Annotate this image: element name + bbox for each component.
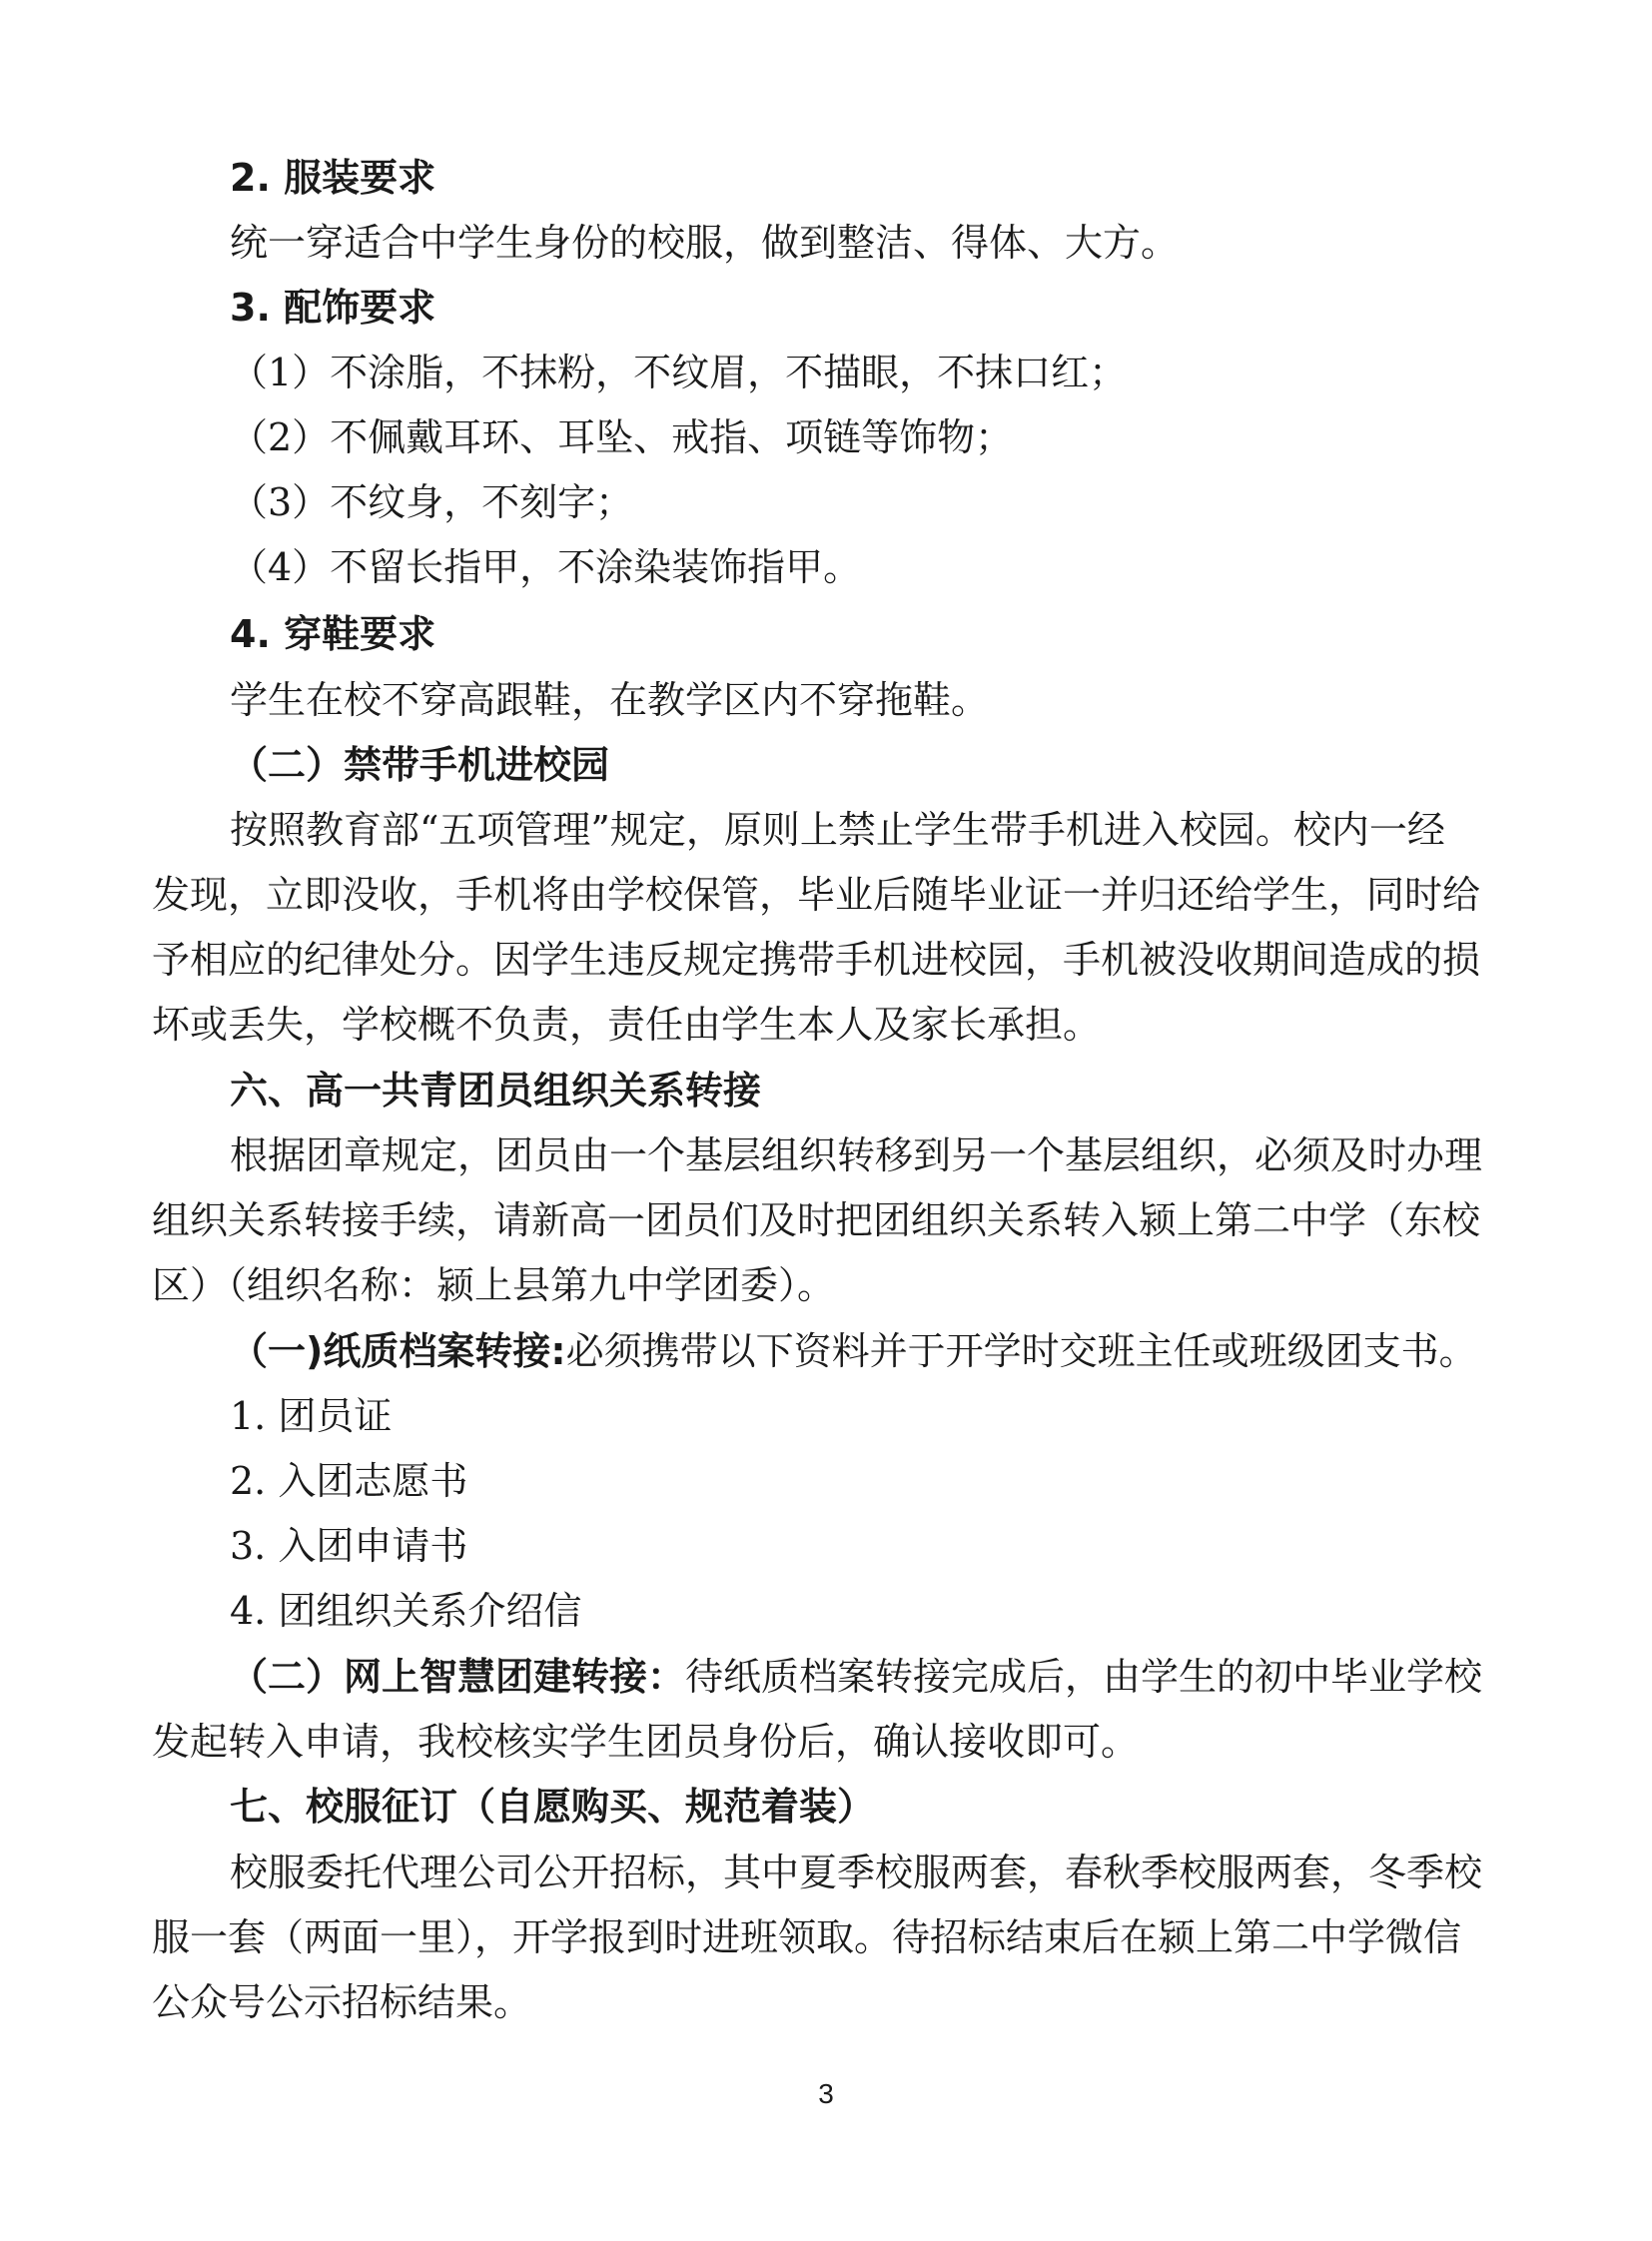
uniform-heading: 七、校服征订（自愿购买、规范着装） bbox=[230, 1785, 876, 1829]
dress-heading: 2. 服装要求 bbox=[230, 156, 436, 200]
uniform-paragraph-line: 公众号公示招标结果。 bbox=[152, 1980, 532, 2024]
paper-transfer-label: （一)纸质档案转接: bbox=[230, 1329, 566, 1373]
paper-transfer-line bbox=[230, 1328, 1588, 1374]
uniform-paragraph-line: 校服委托代理公司公开招标，其中夏季校服两套，春秋季校服两套，冬季校 bbox=[230, 1851, 1483, 1894]
accessories-item: （2）不佩戴耳环、耳坠、戒指、项链等饰物； bbox=[230, 415, 1014, 459]
phone-paragraph-line: 坏或丢失，学校概不负责，责任由学生本人及家长承担。 bbox=[152, 1003, 1102, 1047]
league-heading: 六、高一共青团员组织关系转接 bbox=[230, 1069, 762, 1113]
league-paragraph-line: 根据团章规定，团员由一个基层组织转移到另一个基层组织，必须及时办理 bbox=[230, 1133, 1483, 1177]
online-transfer-text: 待纸质档案转接完成后，由学生的初中毕业学校 bbox=[685, 1655, 1483, 1699]
accessories-item: （1）不涂脂，不抹粉，不纹眉，不描眼，不抹口红； bbox=[230, 351, 1128, 394]
shoes-text: 学生在校不穿高跟鞋，在教学区内不穿拖鞋。 bbox=[230, 678, 990, 722]
online-transfer-label: （二）网上智慧团建转接： bbox=[230, 1655, 686, 1699]
league-paragraph-line: 组织关系转接手续，请新高一团员们及时把团组织关系转入颍上第二中学（东校 bbox=[152, 1198, 1481, 1242]
page-number: 3 bbox=[818, 2078, 834, 2109]
online-transfer-line-2: 发起转入申请，我校核实学生团员身份后，确认接收即可。 bbox=[152, 1720, 1140, 1764]
shoes-heading: 4. 穿鞋要求 bbox=[230, 612, 436, 656]
online-transfer-line bbox=[230, 1654, 1588, 1700]
paper-item: 4. 团组织关系介绍信 bbox=[230, 1589, 582, 1633]
paper-transfer-text: 必须携带以下资料并于开学时交班主任或班级团支书。 bbox=[565, 1329, 1477, 1373]
phone-paragraph-line: 发现，立即没收，手机将由学校保管，毕业后随毕业证一并归还给学生，同时给 bbox=[152, 873, 1481, 917]
phone-paragraph-line: 按照教育部“五项管理”规定，原则上禁止学生带手机进入校园。校内一经 bbox=[230, 808, 1445, 852]
paper-item: 1. 团员证 bbox=[230, 1394, 393, 1438]
accessories-heading: 3. 配饰要求 bbox=[230, 286, 436, 330]
accessories-item: （4）不留长指甲，不涂染装饰指甲。 bbox=[230, 545, 862, 589]
phone-paragraph-line: 予相应的纪律处分。因学生违反规定携带手机进校园，手机被没收期间造成的损 bbox=[152, 938, 1481, 982]
uniform-paragraph-line: 服一套（两面一里），开学报到时进班领取。待招标结束后在颍上第二中学微信 bbox=[152, 1915, 1462, 1959]
league-paragraph-line: 区）（组织名称：颍上县第九中学团委）。 bbox=[152, 1263, 836, 1307]
dress-text: 统一穿适合中学生身份的校服，做到整洁、得体、大方。 bbox=[230, 221, 1180, 265]
phone-heading: （二）禁带手机进校园 bbox=[230, 743, 610, 787]
accessories-item: （3）不纹身，不刻字； bbox=[230, 480, 634, 524]
paper-item: 3. 入团申请书 bbox=[230, 1524, 468, 1568]
paper-item: 2. 入团志愿书 bbox=[230, 1459, 468, 1503]
